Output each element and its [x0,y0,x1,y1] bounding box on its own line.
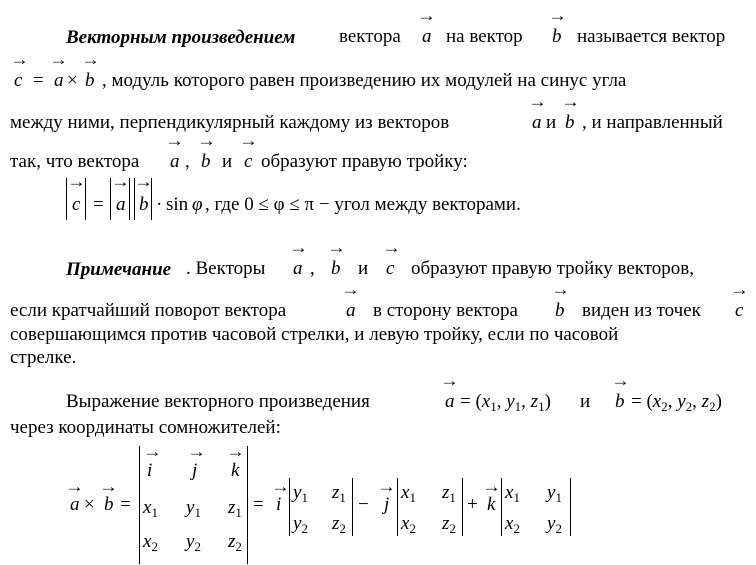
arrow-icon: → [81,50,100,69]
unit-i: i [276,494,282,515]
note-l4: стрелке. [10,347,77,368]
arrow-icon: → [111,172,130,191]
arrow-icon: → [49,50,68,69]
arrow-icon: → [377,477,396,496]
arrow-icon: → [551,280,570,299]
unit-k: k [231,460,240,481]
vec-b: b [104,494,114,515]
minor1: $z_1$ [332,482,346,505]
p1-formula-tail: , где 0 ≤ φ ≤ π − угол между векторами. [205,194,521,215]
arrow-icon: → [417,6,436,25]
minor1: $z_2$ [332,513,346,536]
coord-a: = ($x_1$, $y_1$, $z_1$) [460,391,551,414]
note-l3: совершающимся против часовой стрелки, и левую тройку, если по часовой [10,324,619,345]
times-sign: × [84,494,95,515]
note-l1-b: образуют правую тройку векторов, [411,258,695,279]
and-word: и [358,258,369,279]
vec-b: b [139,194,149,215]
plus-sign: + [467,494,478,515]
p1-l4-comma: , [185,151,190,172]
abs-bar [129,178,130,220]
det-row2: $y_1$ [186,497,201,520]
arrow-icon: → [197,131,216,150]
arrow-icon: → [327,238,346,257]
arrow-icon: → [341,280,360,299]
abs-bar [85,178,86,220]
arrow-icon: → [561,92,580,111]
det-bar [570,478,571,536]
vec-a: a [532,112,542,133]
p1-l3-and: и [546,112,557,133]
note-l2-a: если кратчайший поворот вектора [10,300,287,321]
minor3: $y_1$ [547,482,562,505]
vec-a: a [116,194,126,215]
unit-j: j [384,494,390,515]
minor2: $z_1$ [442,482,456,505]
p1-l3-text: между ними, перпендикулярный каждому из векторов [10,112,450,133]
arrow-icon: → [239,131,258,150]
minor3: $x_2$ [505,513,520,536]
equals-sign: = [93,194,104,215]
p1-l4-and: и [222,151,233,172]
arrow-icon: → [440,371,459,390]
det-row3: $x_2$ [143,531,158,554]
vec-c: c [72,194,81,215]
minus-sign: − [358,494,369,515]
equals-sign: = [253,494,264,515]
arrow-icon: → [67,172,86,191]
det-bar [462,478,463,536]
vec-a: a [70,494,80,515]
arrow-icon: → [134,172,153,191]
det-bar-left [139,446,140,564]
p1-line1 [66,26,295,50]
p1-l1-vectora: вектора [339,26,401,47]
arrow-icon: → [271,477,290,496]
det-bar [397,478,398,536]
vec-b: b [565,112,575,133]
arrow-icon: → [548,6,567,25]
vec-b: b [201,151,211,172]
p1-l1-called: называется вектор [577,26,726,47]
det-bar-right [247,446,248,564]
coords-l1: Выражение векторного произведения [66,391,370,412]
coords-and: и [580,391,591,412]
p1-l4-end: образуют правую тройку: [261,151,468,172]
vec-a: a [445,391,455,412]
vec-c: c [244,151,253,172]
arrow-icon: → [611,371,630,390]
p1-l3-end: , и направленный [582,112,723,133]
arrow-icon: → [382,238,401,257]
arrow-icon: → [482,477,501,496]
vec-b: b [615,391,625,412]
note-l2-b: в сторону вектора [373,300,518,321]
minor2: $x_2$ [401,513,416,536]
det-row3: $y_2$ [186,531,201,554]
vec-b: b [555,300,565,321]
arrow-icon: → [528,92,547,111]
vec-a: a [170,151,180,172]
det-row2: $x_1$ [143,497,158,520]
unit-j: j [192,460,198,481]
vec-c: c [14,70,23,91]
minor1: $y_2$ [293,513,308,536]
vec-b: b [331,258,341,279]
note-l1-a: . Векторы [186,258,266,279]
det-bar [289,478,290,536]
arrow-icon: → [289,238,308,257]
minor2: $z_2$ [442,513,456,536]
vec-b: b [85,70,95,91]
arrow-icon: → [165,131,184,150]
p1-l4-text: так, что вектора [10,151,140,172]
definition-term: Векторным произведением [66,27,296,48]
equals-sign: = [120,494,131,515]
arrow-icon: → [65,477,84,496]
times-sign: × [67,70,78,91]
minor1: $y_1$ [293,482,308,505]
minor3: $y_2$ [547,513,562,536]
vec-c: c [735,300,744,321]
arrow-icon: → [187,442,206,461]
vec-a: a [346,300,356,321]
abs-bar [151,178,152,220]
arrow-icon: → [143,442,162,461]
arrow-icon: → [10,50,29,69]
p1-l2-text: , модуль которого равен произведению их модулей на синус угла [102,70,627,91]
p1-l1-onto: на вектор [446,26,523,47]
vec-b: b [552,26,562,47]
note-term-wrap [66,258,171,282]
det-bar [501,478,502,536]
note-l2-c: виден из точек [582,300,701,321]
arrow-icon: → [99,477,118,496]
coords-l2: через координаты сомножителей: [10,417,281,438]
unit-i: i [147,460,153,481]
minor2: $x_1$ [401,482,416,505]
det-bar [352,478,353,536]
unit-k: k [487,494,496,515]
comma: , [310,258,315,279]
det-row3: $z_2$ [228,531,242,554]
note-term: Примечание [66,259,172,280]
equals-sign: = [33,70,44,91]
coord-b: = ($x_2$, $y_2$, $z_2$) [631,391,722,414]
arrow-icon: → [226,442,245,461]
sin-func: sin [166,194,189,215]
vec-a: a [422,26,432,47]
vec-a: a [293,258,303,279]
det-row2: $z_1$ [228,497,242,520]
arrow-icon: → [730,280,749,299]
vec-a: a [54,70,64,91]
phi-symbol: φ [192,194,203,215]
minor3: $x_1$ [505,482,520,505]
vec-c: c [386,258,395,279]
dot-sign: · [156,194,163,215]
